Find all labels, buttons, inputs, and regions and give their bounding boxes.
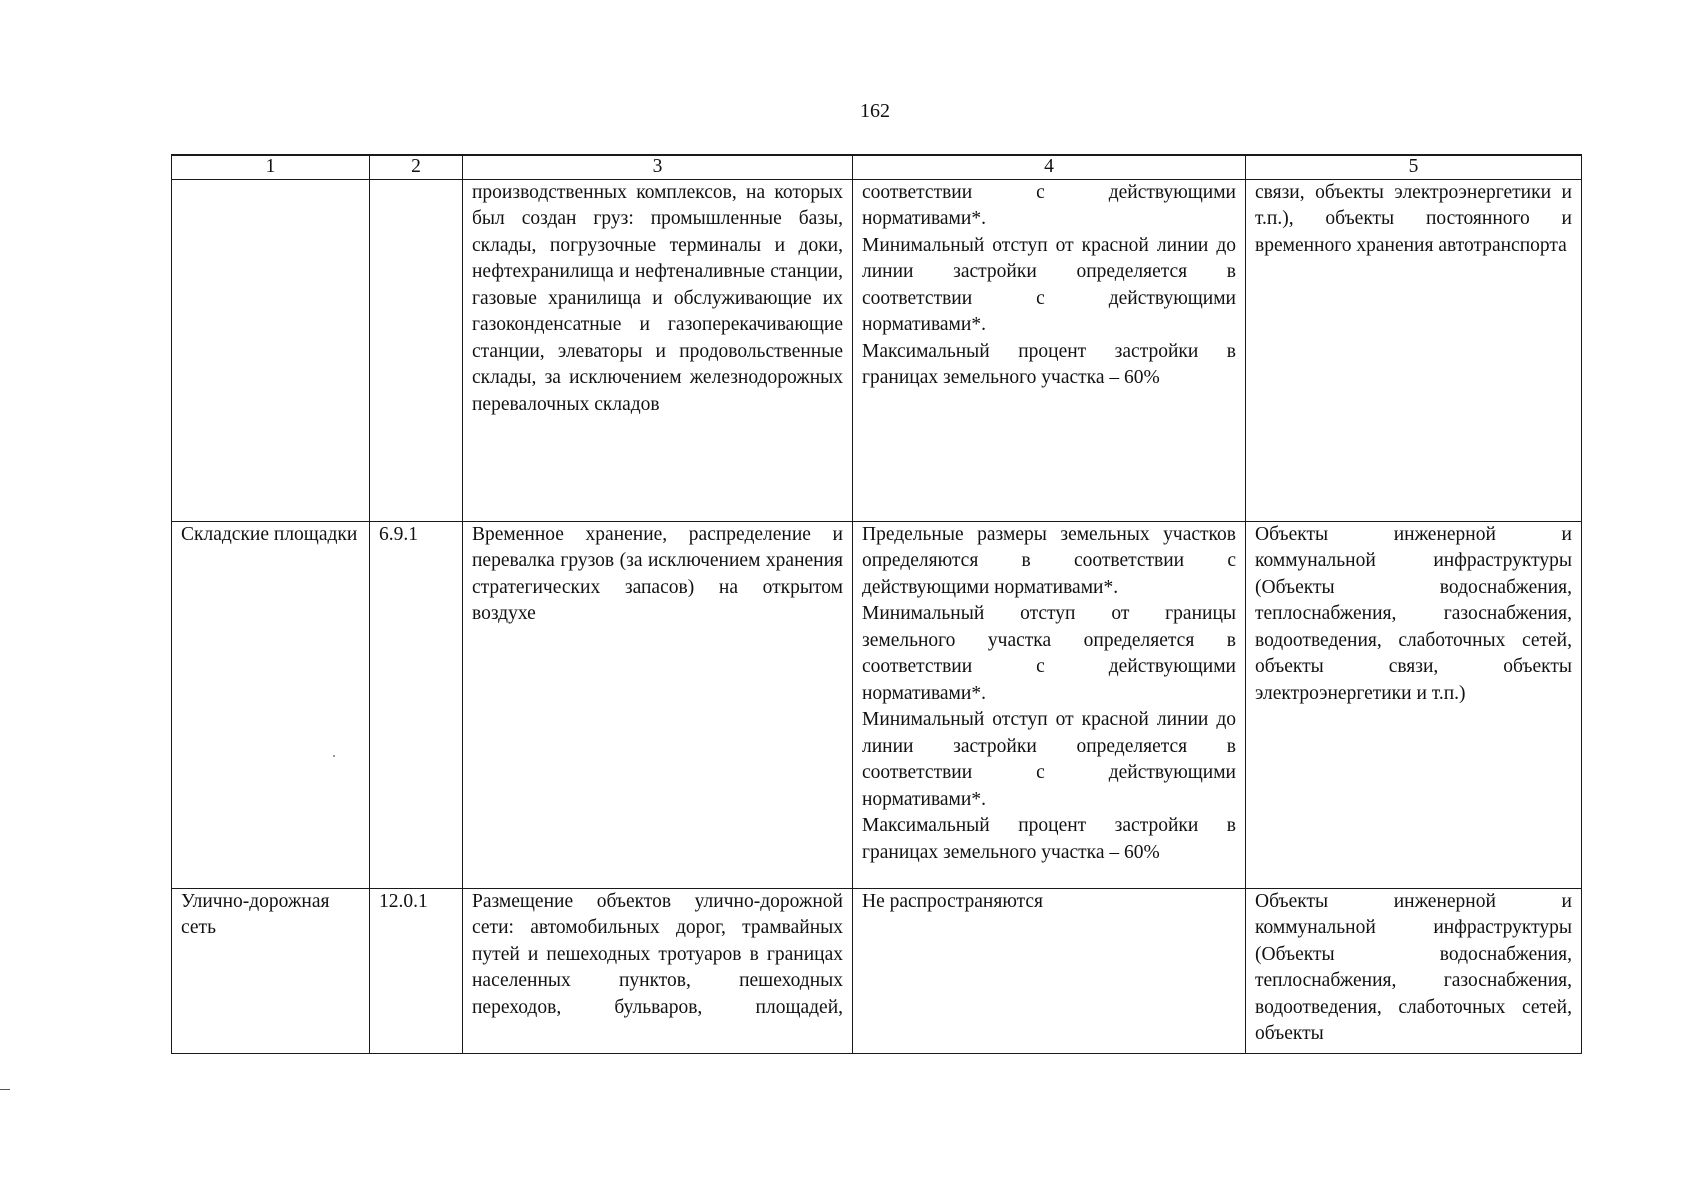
table-row (172, 521, 1582, 888)
header-col-5: 5 (1246, 155, 1582, 179)
row-3-auxiliary-uses: Объекты инженерной и коммунальной инфраструктуры (Объекты водоснабжения, теплоснабжения, газоснабжения, водоотведения, слаботочных сетей, объекты (1246, 888, 1582, 1053)
row-1-description: производственных комплексов, на которых был создан груз: промышленные базы, склады, погрузочные терминалы и доки, нефтехранилища и нефтеналивные станции, газовые хранилища и обслуживающие их газоконденсатные и газоперекачивающие станции, элеваторы и продовольственные склады, за исключением железнодорожных перевалочных складов (463, 179, 853, 521)
row-3-code: 12.0.1 (370, 888, 463, 1053)
row-2-param-1: Предельные размеры земельных участков определяются в соответствии с действующими нормативами*. (862, 523, 1236, 598)
row-2-param-4: Максимальный процент застройки в границах земельного участка – 60% (862, 815, 1236, 863)
row-2-use-name: Складские площадки (172, 521, 370, 888)
header-col-1: 1 (172, 155, 370, 179)
page-number: 162 (860, 100, 890, 122)
row-1-param-1: соответствии с действующими нормативами*. (862, 181, 1236, 229)
row-1-code (370, 179, 463, 521)
row-1-auxiliary-uses: связи, объекты электроэнергетики и т.п.), объекты постоянного и временного хранения автотранспорта (1246, 179, 1582, 521)
row-2-auxiliary-uses: Объекты инженерной и коммунальной инфраструктуры (Объекты водоснабжения, теплоснабжения, газоснабжения, водоотведения, слаботочных сетей, объекты связи, объекты электроэнергетики и т.п.) (1246, 521, 1582, 888)
row-2-parameters (853, 521, 1246, 888)
header-col-3: 3 (463, 155, 853, 179)
row-3-description: Размещение объектов улично-дорожной сети: автомобильных дорог, трамвайных путей и пешеходных тротуаров в границах населенных пунктов, пешеходных переходов, бульваров, площадей, (463, 888, 853, 1053)
table-row (172, 179, 1582, 521)
table-header (172, 155, 1582, 179)
row-1-param-3: Максимальный процент застройки в границах земельного участка – 60% (862, 340, 1236, 388)
row-1-use-name (172, 179, 370, 521)
row-2-param-3: Минимальный отступ от красной линии до линии застройки определяется в соответствии с действующими нормативами*. (862, 709, 1236, 810)
row-2-description: Временное хранение, распределение и перевалка грузов (за исключением хранения стратегических запасов) на открытом воздухе (463, 521, 853, 888)
row-2-code: 6.9.1 (370, 521, 463, 888)
header-col-2: 2 (370, 155, 463, 179)
zoning-table (171, 154, 1582, 1054)
header-col-4: 4 (853, 155, 1246, 179)
row-3-use-name: Улично-дорожная сеть (172, 888, 370, 1053)
row-3-param-1: Не распространяются (862, 890, 1044, 912)
row-1-param-2: Минимальный отступ от красной линии до линии застройки определяется в соответствии с действующими нормативами*. (862, 234, 1236, 335)
row-1-parameters (853, 179, 1246, 521)
scan-speck (333, 755, 335, 757)
row-3-parameters (853, 888, 1246, 1053)
scan-edge-mark (0, 1089, 10, 1090)
row-2-param-2: Минимальный отступ от границы земельного участка определяется в соответствии с действующими нормативами*. (862, 603, 1236, 704)
table-row (172, 888, 1582, 1053)
